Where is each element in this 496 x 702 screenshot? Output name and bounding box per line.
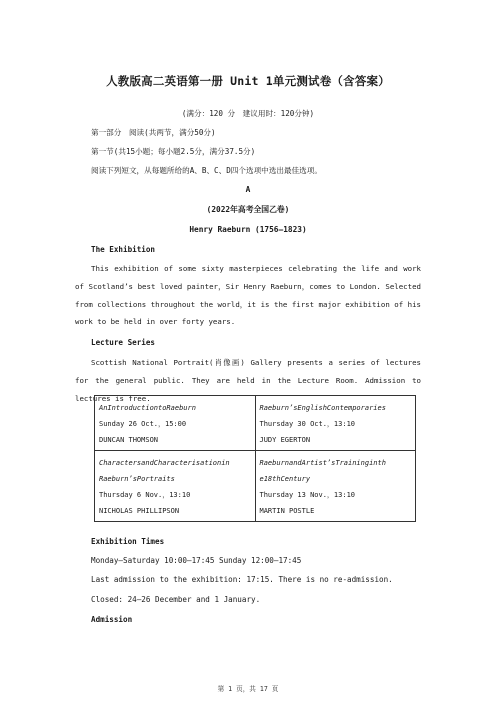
instructions: 阅读下列短文，从每题所给的A、B、C、D四个选项中选出最佳选项。 <box>91 166 322 175</box>
table-row <box>95 396 416 451</box>
lecture-cell <box>255 396 416 451</box>
passage-label: A <box>245 185 251 194</box>
times-heading: Exhibition Times <box>91 537 165 546</box>
lecture-speaker: NICHOLAS PHILLIPSON <box>99 507 180 515</box>
lecture-paragraph: Scottish National Portrait(肖像画) Gallery presents a series of lectures for the general public. They are held in the Lecture Room. Admission to lectures is free. <box>75 358 421 403</box>
times-line: Closed: 24—26 December and 1 January. <box>91 595 261 604</box>
times-line: Last admission to the exhibition: 17:15. There is no re-admission. <box>91 575 393 584</box>
lecture-date: Thursday 30 Oct.，13:10 <box>259 420 356 428</box>
lecture-speaker: DUNCAN THOMSON <box>99 436 159 444</box>
lecture-title-cont: Raeburn’sPortraits <box>99 475 175 483</box>
lecture-title: AnIntroductiontoRaeburn <box>99 404 196 412</box>
admission-heading: Admission <box>91 615 133 624</box>
lecture-title: RaeburnandArtist’sTraininginth <box>259 459 386 467</box>
passage-source: (2022年高考全国乙卷) <box>206 205 290 214</box>
lecture-heading: Lecture Series <box>91 338 156 347</box>
passage-title: Henry Raeburn (1756—1823) <box>189 225 307 234</box>
lecture-title: Raeburn’sEnglishContemporaries <box>259 404 386 412</box>
lecture-date: Sunday 26 Oct.，15:00 <box>99 420 187 428</box>
part-heading: 第一部分 阅读(共两节，满分50分) <box>91 128 216 137</box>
lecture-cell <box>95 451 256 522</box>
lecture-speaker: MARTIN POSTLE <box>259 507 315 515</box>
lecture-title: CharactersandCharacterisationin <box>99 459 230 467</box>
exhibition-paragraph: This exhibition of some sixty masterpieces celebrating the life and work of Scotland’s best loved painter，Sir Henry Raeburn，comes to London. Selected from collections throughout the world，it is the first major exhibition of his work to be held in over forty years. <box>75 264 421 327</box>
lecture-title-cont: e18thCentury <box>259 475 311 483</box>
page-footer: 第 1 页，共 17 页 <box>217 685 279 693</box>
document-title: 人教版高二英语第一册 Unit 1单元测试卷（含答案） <box>106 74 390 88</box>
lecture-table <box>94 395 416 522</box>
section-heading: 第一节(共15小题；每小题2.5分，满分37.5分) <box>91 147 256 156</box>
lecture-date: Thursday 13 Nov.，13:10 <box>259 491 356 499</box>
times-line: Monday—Saturday 10:00—17:45 Sunday 12:00—17:45 <box>91 556 302 565</box>
lecture-cell <box>255 451 416 522</box>
lecture-date: Thursday 6 Nov.，13:10 <box>99 491 191 499</box>
table-row <box>95 451 416 522</box>
lecture-cell <box>95 396 256 451</box>
score-time-note: (满分：120 分 建议用时：120分钟) <box>181 109 315 118</box>
exhibition-heading: The Exhibition <box>91 245 156 254</box>
lecture-speaker: JUDY EGERTON <box>259 436 311 444</box>
